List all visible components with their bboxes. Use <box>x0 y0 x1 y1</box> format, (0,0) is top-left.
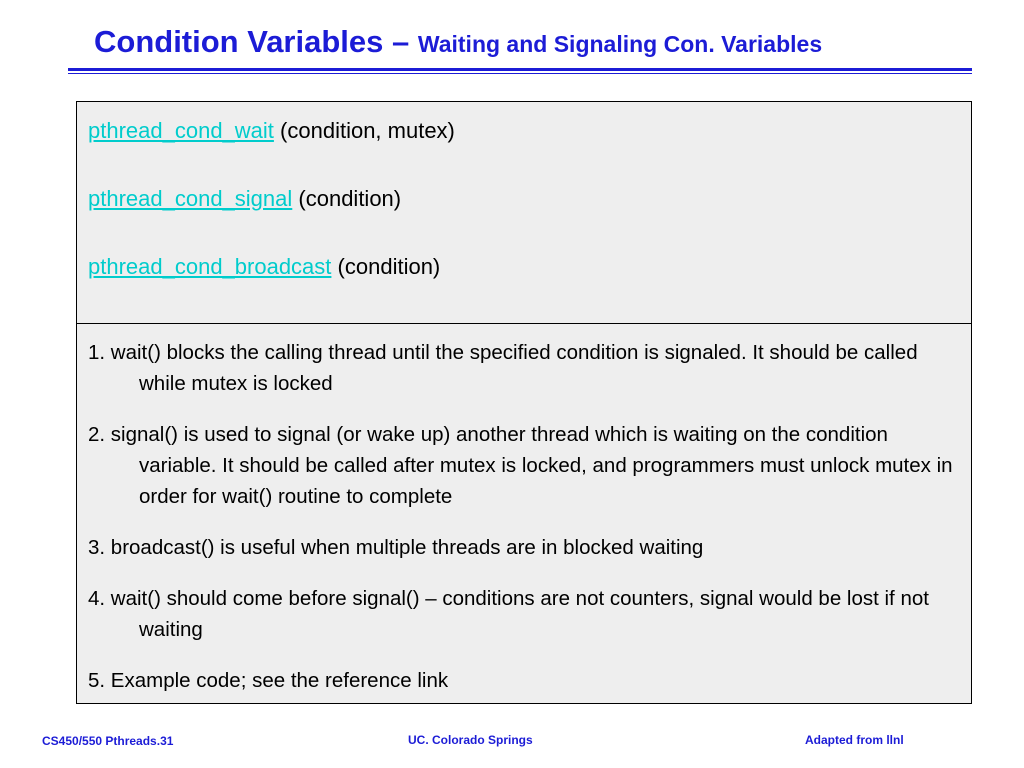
title-underline-thin <box>68 73 972 74</box>
function-link-wait[interactable]: pthread_cond_wait <box>88 118 274 143</box>
notes-list <box>77 324 971 703</box>
function-link-broadcast[interactable]: pthread_cond_broadcast <box>88 254 332 279</box>
note-item: 2. signal() is used to signal (or wake up) another thread which is waiting on the condition variable. It should be called after mutex is locked, and programmers must unlock mutex in order for wait() routine to complete <box>88 423 953 508</box>
function-list <box>77 102 971 324</box>
content-box <box>76 101 972 704</box>
footer-institution: UC. Colorado Springs <box>408 733 533 747</box>
function-args-wait: (condition, mutex) <box>273 118 455 143</box>
slide-title-sub: Waiting and Signaling Con. Variables <box>417 31 823 57</box>
function-line-wait <box>88 118 961 186</box>
footer-attribution: Adapted from llnl <box>805 733 904 747</box>
slide-title-main: Condition Variables – <box>94 24 418 59</box>
note-item: 5. Example code; see the reference link <box>88 669 449 692</box>
function-line-broadcast <box>88 254 961 322</box>
note-item: 1. wait() blocks the calling thread until the specified condition is signaled. It should be called while mutex is locked <box>88 341 918 395</box>
function-args-signal: (condition) <box>292 186 402 211</box>
note-item: 3. broadcast() is useful when multiple threads are in blocked waiting <box>88 536 704 559</box>
function-args-broadcast: (condition) <box>331 254 441 279</box>
slide-title <box>94 24 822 60</box>
function-link-signal[interactable]: pthread_cond_signal <box>88 186 293 211</box>
note-item: 4. wait() should come before signal() – conditions are not counters, signal would be lost if not waiting <box>88 587 929 641</box>
title-underline-thick <box>68 68 972 71</box>
function-line-signal <box>88 186 961 254</box>
footer-course: CS450/550 Pthreads.31 <box>42 734 174 748</box>
